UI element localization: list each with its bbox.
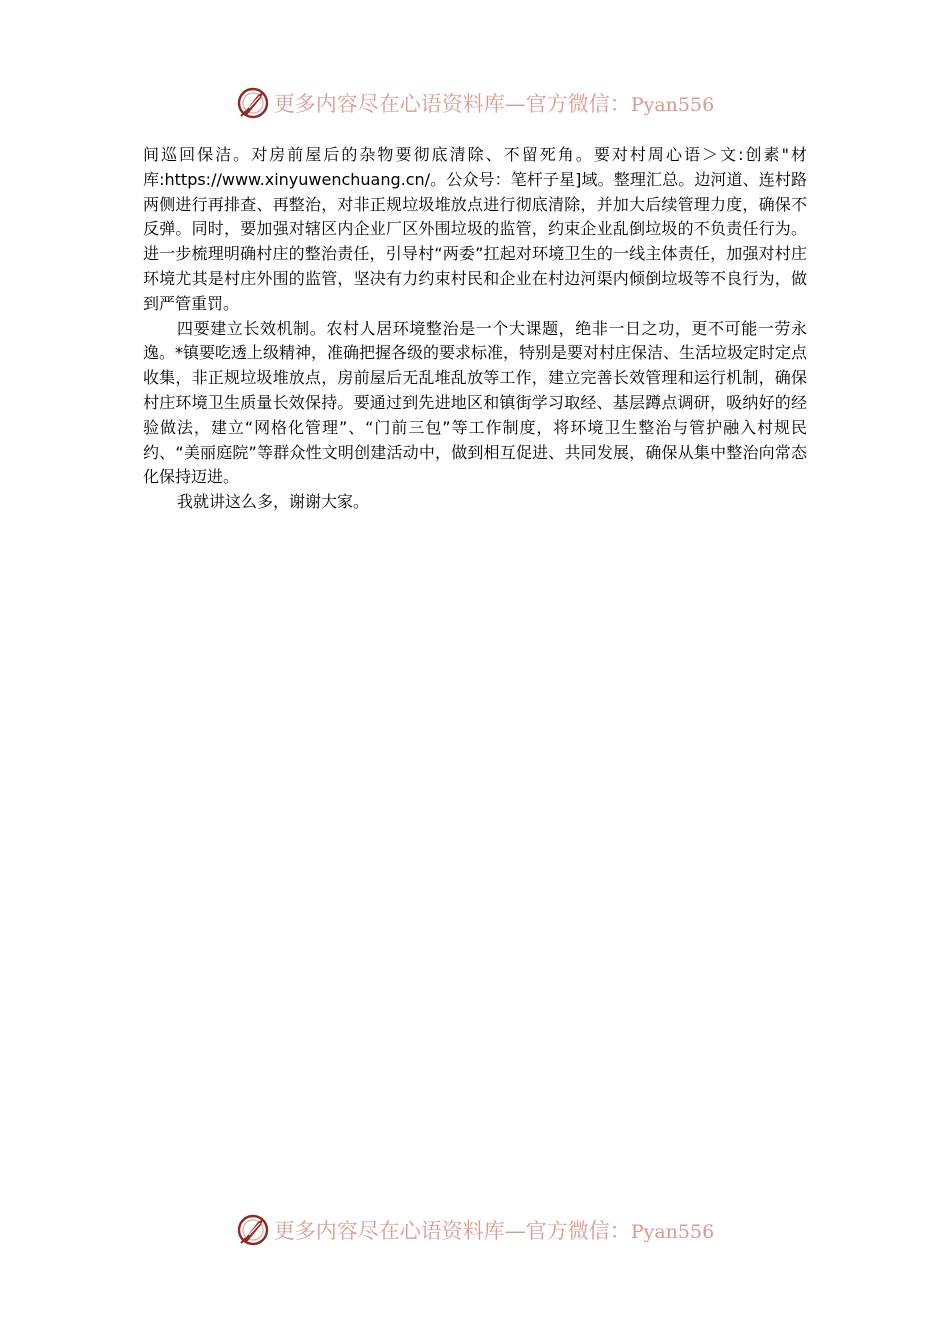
footer-wechat-handle: Pyan556 [630,1221,715,1243]
quill-pen-logo-icon [236,86,270,120]
footer-banner [0,1210,950,1250]
paragraph-2: 四要建立长效机制。农村人居环境整治是一个大课题，绝非一日之功，更不可能一劳永逸。*镇要吃透上级精神，准确把握各级的要求标准，特别是要对村庄保洁、生活垃圾定时定点收集，非正规垃圾堆放点，房前屋后无乱堆乱放等工作，建立完善长效管理和运行机制，确保村庄环境卫生质量长效保持。要通过到先进地区和镇街学习取经、基层蹲点调研，吸纳好的经验做法，建立“网格化管理”、“门前三包”等工作制度，将环境卫生整治与管护融入村规民约、“美丽庭院”等群众性文明创建活动中，做到相互促进、共同发展，确保从集中整治向常态化保持迈进。 [143,318,808,487]
header-banner [0,83,950,123]
header-banner-text: 更多内容尽在心语资料库—官方微信：Pyan556 [273,92,715,116]
document-body [143,143,807,515]
header-wechat-handle: Pyan556 [630,94,715,116]
footer-banner-text: 更多内容尽在心语资料库—官方微信：Pyan556 [273,1219,715,1243]
paragraph-1: 间巡回保洁。对房前屋后的杂物要彻底清除、不留死角。要对村周心语＞文:创素"材库:https://www.xinyuwenchuang.cn/。公众号：笔杆子星]域。整理汇总。边河道、连村路两侧进行再排查、再整治，对非正规垃圾堆放点进行彻底清除，并加大后续管理力度，确保不反弹。同时，要加强对辖区内企业厂区外围垃圾的监管，约束企业乱倒垃圾的不负责任行为。进一步梳理明确村庄的整治责任，引导村“两委”扛起对环境卫生的一线主体责任，加强对村庄环境尤其是村庄外围的监管，坚决有力约束村民和企业在村边河渠内倾倒垃圾等不良行为，做到严管重罚。 [143,145,807,313]
quill-pen-logo-icon [236,1213,270,1247]
paragraph-3: 我就讲这么多，谢谢大家。 [177,492,370,512]
